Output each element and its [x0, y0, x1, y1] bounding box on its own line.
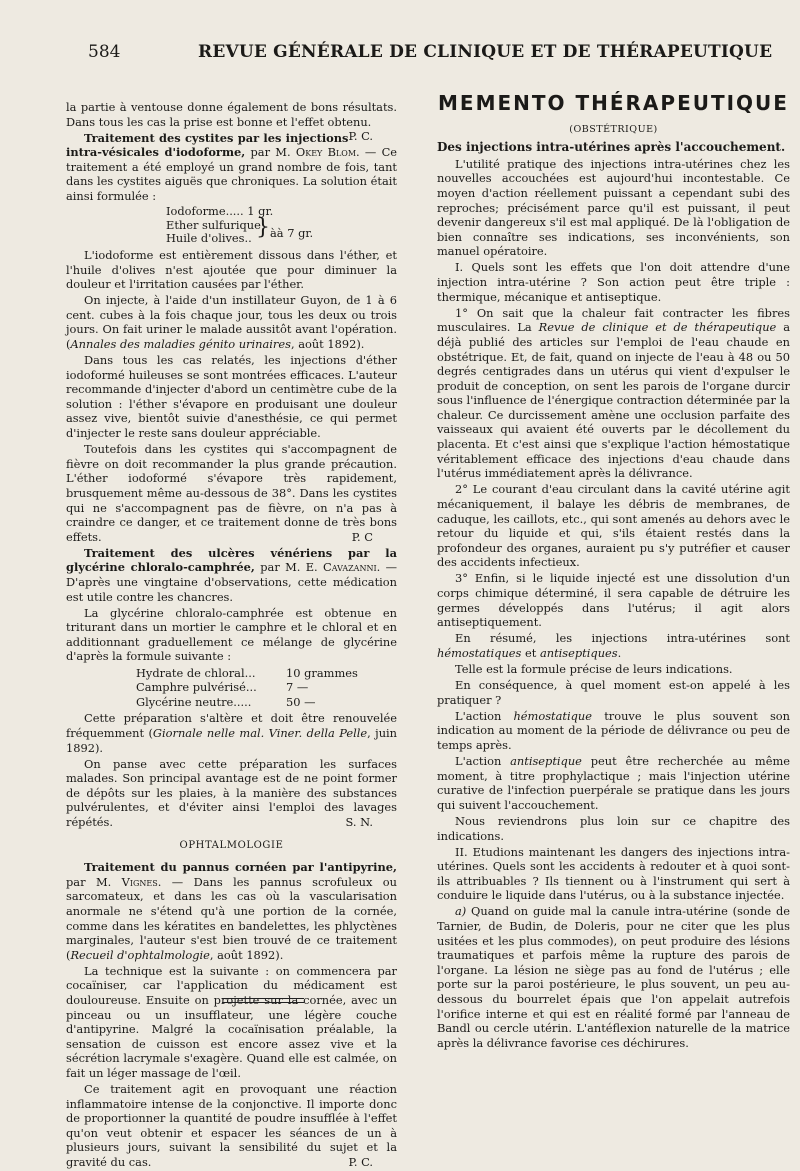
paragraph: Telle est la formule précise de leurs indications. — [455, 661, 733, 676]
paragraph: Nous reviendrons plus loin sur ce chapitre des indications. — [437, 813, 790, 843]
paragraph: En résumé, les injections intra-utérines sont hémostatiques et antiseptiques. — [437, 631, 790, 660]
paragraph: Cette préparation s'altère et doit être renouvelée fréquemment (Giornale nelle mal. Viner. della Pelle, juin 1892). — [66, 711, 398, 755]
citation: Giornale nelle mal. Viner. della Pelle — [152, 725, 368, 740]
formula-line: Glycérine neutre..... 50 — — [136, 694, 316, 709]
memento-heading: MEMENTO THÉRAPEUTIQUE — [438, 91, 789, 115]
article-title: Traitement des cystites par les injections intra-vésicales d'iodoforme, — [66, 130, 349, 160]
citation: Revue de clinique et de thérapeutique — [538, 320, 777, 335]
signature: P. C. — [348, 1155, 373, 1170]
formula-line: Hydrate de chloral... 10 grammes — [136, 665, 358, 680]
running-title: REVUE GÉNÉRALE DE CLINIQUE ET DE THÉRAPEUTIQUE — [198, 42, 773, 62]
paragraph: La glycérine chloralo-camphrée est obtenue en triturant dans un mortier le camphre et le chloral et en additionnant graduellement ce mélange de glycérine d'après la formule suivante : — [66, 605, 397, 664]
formula-line: Iodoforme..... 1 gr. — [166, 204, 274, 219]
paragraph: Ce traitement agit en provoquant une réaction inflammatoire intense de la conjonctive. Il importe donc de proportionner la quantité de poudre insufflée à l'effet qu'on veut obtenir et espacer les séances de un à plusieurs jours, suivant la sensibilité du sujet et la gravité du cas. P. C. — [66, 1082, 397, 1170]
author: Cavazanni. — [323, 560, 381, 575]
article-title: Des injections intra-utérines après l'accouchement. — [437, 140, 786, 155]
signature: S. N. — [345, 815, 373, 829]
author: Vignes. — [121, 874, 162, 889]
page-number: 584 — [88, 42, 121, 62]
paragraph: I. Quels sont les effets que l'on doit attendre d'une injection intra-utérine ? Son action peut être triple : thermique, mécanique et antiseptique. — [437, 260, 790, 304]
paragraph: 1° On sait que la chaleur fait contracter les fibres musculaires. La Revue de clinique et de thérapeutique a déjà publié des articles sur l'emploi de l'eau chaude en obstétrique. Et, de fait, quand on injecte de l'eau à 48 ou 50 degrés centigrades dans un utérus qui vient d'expulser le produit de conception, on sent les parois de l'organe durcir sous l'influence de l'énergique contraction déterminée par la chaleur. Ce durcissement amène une occlusion parfaite des vaisseaux qui avaient été ouverts par le décollement du placenta. Et c'est ainsi que s'explique l'action hémostatique véritablement efficace des injections d'eau chaude dans l'utérus immédiatement après la délivrance. — [437, 305, 790, 481]
article-ulceres: Traitement des ulcères vénériens par la glycérine chloralo-camphrée, par M. E. Cavazanni. — D'après une vingtaine d'observations, cette médication est utile contre les chancres. — [66, 545, 397, 604]
paragraph: L'action hémostatique trouve le plus souvent son indication au moment de la période de délivrance ou peu de temps après. — [437, 708, 790, 752]
signature: P. C. — [348, 129, 373, 144]
section-heading: OPHTALMOLOGIE — [179, 839, 284, 851]
signature: P. C — [351, 529, 373, 544]
article-pannus: Traitement du pannus cornéen par l'antipyrine, par M. Vignes. — Dans les pannus scrofuleux ou sarcomateux, et dans les cas où la vascularisation anormale ne s'étend qu'à une portion de la cornée, comme dans les kératites en bandelettes, les phlyctènes marginales, l'auteur s'est bien trouvé de ce traitement (Recueil d'ophtalmologie, août 1892). — [66, 860, 397, 962]
formula-glycerine — [136, 666, 397, 710]
paragraph: La technique est la suivante : on commencera par cocaïniser, car l'application du médicament est douloureuse. Ensuite on projette sur la cornée, avec un pinceau ou un insufflateur, une légère couche d'antipyrine. Malgré la cocaïnisation préalable, la sensation de cuisson est encore assez vive et la sécrétion lacrymale s'exagère. Quand elle est calmée, on fait un léger massage de l'œil. — [66, 963, 397, 1080]
paragraph: En conséquence, à quel moment est-on appelé à les pratiquer ? — [437, 678, 790, 707]
brace: } — [256, 214, 270, 240]
section-label: (OBSTÉTRIQUE) — [569, 123, 658, 135]
formula-quantity: àà 7 gr. — [270, 225, 314, 240]
right-column — [437, 91, 790, 1052]
end-rule — [222, 998, 304, 999]
article-cystites: Traitement des cystites par les injections intra-vésicales d'iodoforme, par M. Okey Blom. — Ce traitement a été employé un grand nombre de fois, tant dans les cystites aiguës que chroniques. La solution était ainsi formulée : — [66, 130, 398, 204]
paragraph: Dans tous les cas relatés, les injections d'éther iodoformé huileuses se sont montrées efficaces. L'auteur recommande d'injecter d'abord un centimètre cube de la solution : l'éther s'évapore en produisant une douleur assez vive, bientôt suivie d'anesthésie, ce qui permet d'injecter le reste sans douleur appréciable. — [66, 353, 397, 441]
paragraph: 3° Enfin, si le liquide injecté est une dissolution d'un corps chimique déterminé, il sera capable de détruire les germes développés dans l'utérus; il agit alors antiseptiquement. — [437, 571, 790, 630]
formula-line: Huile d'olives.. — [166, 231, 252, 246]
citation: Recueil d'ophtalmologie — [70, 947, 210, 962]
paragraph: On injecte, à l'aide d'un instillateur Guyon, de 1 à 6 cent. cubes à la fois chaque jour, tous les deux ou trois jours. On fait uriner le malade aussitôt avant l'opération. (Annales des maladies génito urinaires, août 1892). — [66, 293, 397, 351]
formula-line: Camphre pulvérisé... 7 — — [136, 680, 309, 695]
author: Okey Blom. — [295, 145, 360, 160]
end-rule — [222, 1002, 304, 1003]
paragraph: Toutefois dans les cystites qui s'accompagnent de fièvre on doit recommander la plus grande précaution. L'éther iodoformé s'évapore très rapidement, brusquement même au-dessous de 38°. Dans les cystites qui ne s'accompagnent pas de fièvre, on n'a pas à craindre ce danger, et ce traitement donne de très bons effets. P. C — [66, 442, 397, 544]
paragraph: On panse avec cette préparation les surfaces malades. Son principal avantage est de ne point former de dépôts sur les plaies, à la manière des substances pulvérulentes, et d'éviter ainsi l'emploi des lavages répétés. S. N. — [66, 756, 397, 829]
left-column — [66, 100, 397, 1171]
article-title: Traitement du pannus cornéen par l'antipyrine, — [84, 860, 397, 875]
formula-line: Ether sulfurique — [166, 217, 261, 232]
paragraph: a) Quand on guide mal la canule intra-utérine (sonde de Tarnier, de Budin, de Doleris, pour ne citer que les plus usitées et les plus commodes), on peut produire des lésions traumatiques et parfois même la rupture des parois de l'organe. La lésion ne siège pas au fond de l'utérus ; elle porte sur la paroi postérieure, le plus souvent, un peu au-dessous du bourrelet épais que l'on appelait autrefois l'orifice interne et qui est en réalité formé par l'anneau de Bandl ou cercle utérin. L'antéflexion naturelle de la matrice après la délivrance favorise ces déchirures. — [437, 904, 790, 1050]
paragraph: L'iodoforme est entièrement dissous dans l'éther, et l'huile d'olives n'est ajoutée que pour diminuer la douleur et l'irritation causées par l'éther. — [66, 247, 397, 292]
paragraph: L'utilité pratique des injections intra-utérines chez les nouvelles accouchées est aujourd'hui incontestable. Ce moyen d'action réellement puissant a cependant subi des reproches; précisément parce qu'il est puissant, il peut devenir dangereux s'il est mal appliqué. De là l'obligation de bien connaître ses indications, ses inconvénients, son manuel opératoire. — [437, 156, 790, 259]
citation: Annales des maladies génito urinaires — [70, 337, 291, 351]
paragraph: la partie à ventouse donne également de bons résultats. Dans tous les cas la prise est bonne et l'effet obtenu. P. C. — [66, 100, 397, 144]
paragraph: II. Etudions maintenant les dangers des injections intra-utérines. Quels sont les accidents à redouter et à quoi sont-ils attribuables ? Ils tiennent ou à l'instrument qui sert à conduire le liquide dans l'utérus, ou à la substance injectée. — [437, 844, 790, 903]
paragraph: L'action antiseptique peut être recherchée au même moment, à titre prophylactique ; mais l'injection utérine curative de l'infection puerpérale se pratique dans les jours qui suivent l'accouchement. — [437, 754, 790, 812]
article-title: Traitement des ulcères vénériens par la glycérine chloralo-camphrée, — [66, 545, 397, 575]
paragraph: 2° Le courant d'eau circulant dans la cavité utérine agit mécaniquement, il balaye les débris de membranes, de caduque, les caillots, etc., qui sont amenés au dehors avec le retour du liquide et qui, s'ils étaient restés dans la profondeur des organes, auraient pu s'y putréfier et causer des accidents infectieux. — [437, 482, 790, 570]
